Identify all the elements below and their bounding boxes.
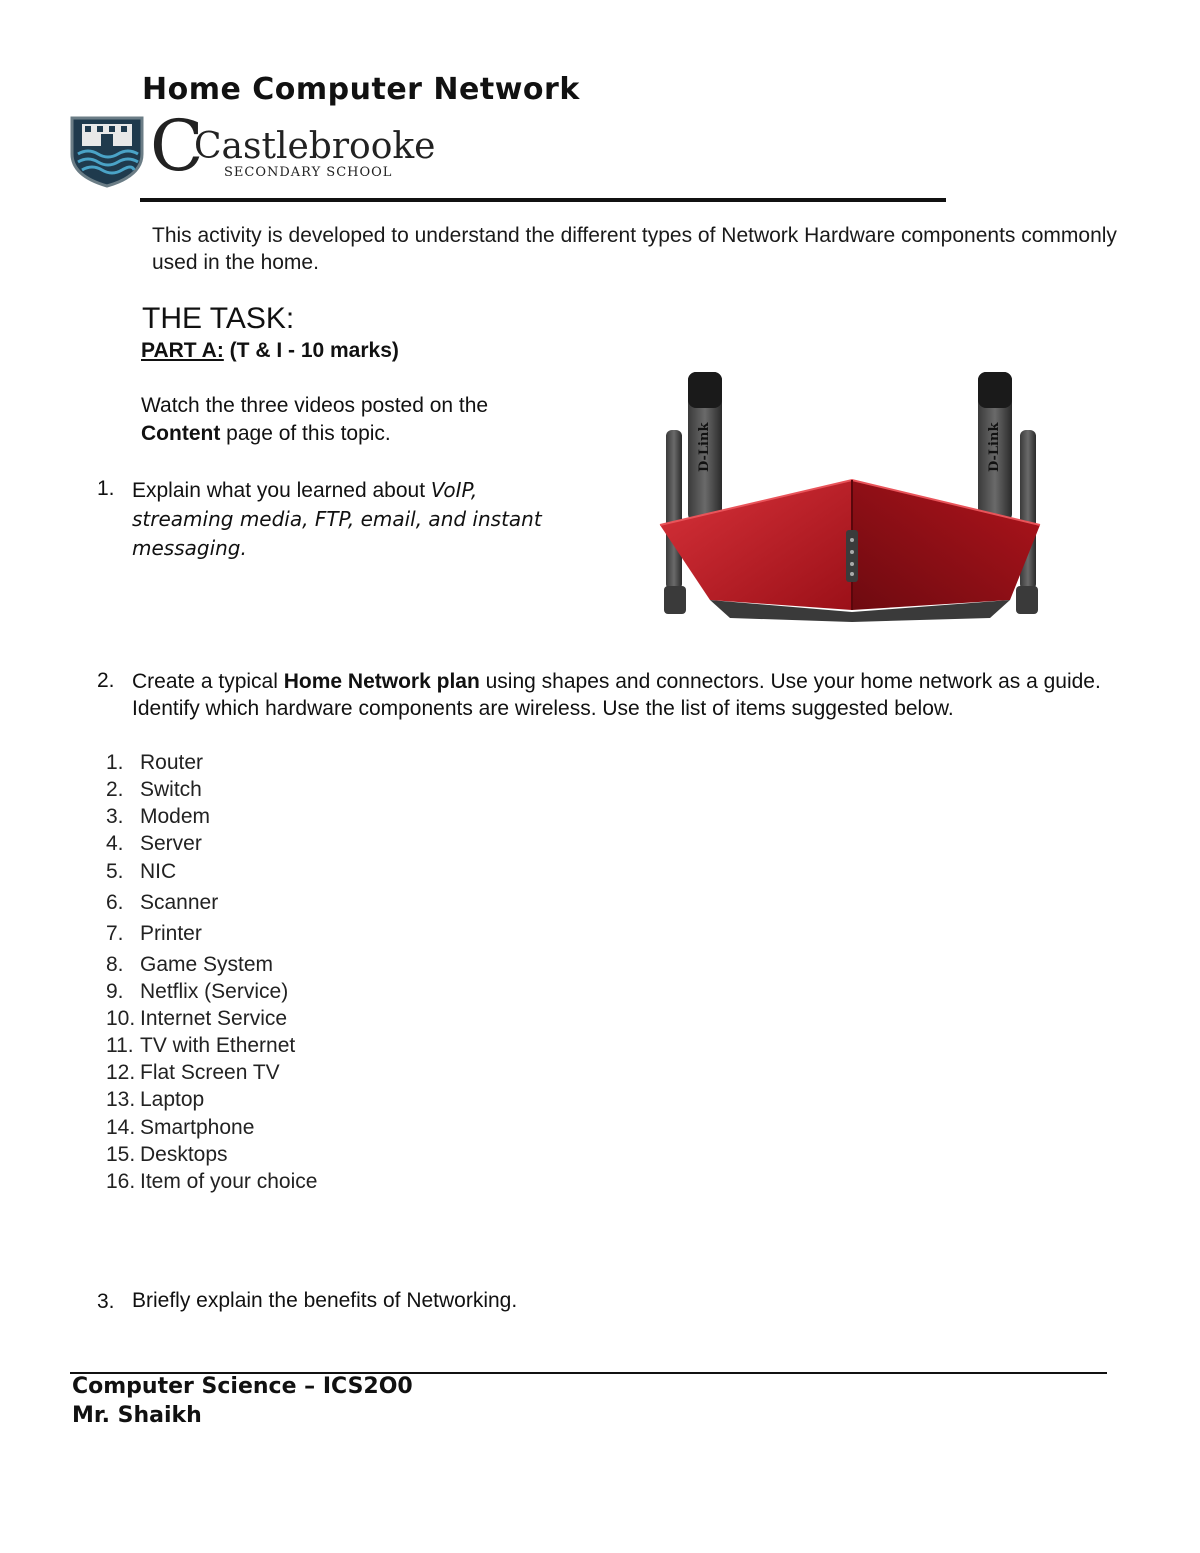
list-item-label: Netflix (Service)	[140, 980, 289, 1003]
list-item-label: Laptop	[140, 1088, 205, 1111]
logo-subtitle-text: SECONDARY SCHOOL	[224, 165, 393, 180]
list-item-label: NIC	[140, 860, 177, 883]
antenna-brand-left: D-Link	[697, 422, 712, 472]
question-2-text-start: Create a typical	[132, 670, 284, 693]
list-item-number: 15.	[106, 1143, 136, 1166]
list-item-number: 8.	[106, 953, 124, 976]
list-item	[106, 922, 202, 946]
task-heading: THE TASK:	[142, 302, 295, 335]
question-1-text	[132, 476, 552, 563]
list-item-label: Server	[140, 832, 202, 855]
question-1-topics: VoIP, streaming media, FTP, email, and instant messaging.	[132, 478, 542, 560]
list-item	[106, 751, 203, 775]
question-2-bold: Home Network plan	[283, 670, 480, 693]
list-item-number: 9.	[106, 980, 124, 1003]
question-1-prompt: Explain what you learned about	[132, 479, 431, 502]
list-item	[106, 1034, 295, 1058]
logo-wordmark-text: Castlebrooke	[194, 126, 436, 167]
list-item-number: 2.	[106, 778, 124, 801]
list-item	[106, 953, 273, 977]
list-item-number: 1.	[106, 751, 124, 774]
school-crest-icon	[68, 114, 146, 188]
footer-teacher: Mr. Shaikh	[72, 1403, 202, 1428]
list-item	[106, 980, 288, 1004]
list-item-number: 7.	[106, 922, 124, 945]
list-item	[106, 1007, 287, 1031]
watch-text-end: page of this topic.	[220, 422, 391, 445]
list-item-label: Modem	[140, 805, 211, 828]
list-item-label: Printer	[140, 922, 202, 945]
list-item-label: Flat Screen TV	[140, 1061, 280, 1084]
list-item-number: 14.	[106, 1116, 136, 1139]
question-3-text: Briefly explain the benefits of Networking.	[132, 1289, 518, 1312]
svg-text:C: C	[150, 112, 204, 184]
list-item-number: 6.	[106, 891, 124, 914]
list-item	[106, 860, 176, 884]
question-2-number: 2.	[97, 669, 115, 692]
document-title: Home Computer Network	[142, 72, 580, 107]
watch-text-start: Watch the three videos posted on the	[141, 394, 489, 417]
part-a-heading	[141, 339, 399, 363]
list-item-number: 5.	[106, 860, 124, 883]
list-item-number: 4.	[106, 832, 124, 855]
list-item	[106, 891, 218, 915]
list-item-label: Item of your choice	[140, 1170, 318, 1193]
list-item-label: Switch	[140, 778, 202, 801]
school-wordmark-logo	[150, 112, 450, 184]
list-item-label: Desktops	[140, 1143, 228, 1166]
list-item	[106, 1116, 254, 1140]
footer-course: Computer Science – ICS2O0	[72, 1374, 413, 1399]
watch-instruction	[141, 392, 561, 448]
list-item-label: TV with Ethernet	[140, 1034, 296, 1057]
list-item-label: Game System	[140, 953, 274, 976]
intro-paragraph: This activity is developed to understand the different types of Network Hardware components commonly used in the home.	[152, 224, 1117, 274]
list-item	[106, 1170, 317, 1194]
list-item-label: Internet Service	[140, 1007, 288, 1030]
list-item	[106, 778, 202, 802]
list-item-number: 12.	[106, 1061, 136, 1084]
list-item	[106, 1061, 280, 1085]
list-item	[106, 805, 210, 829]
list-item-number: 3.	[106, 805, 124, 828]
part-a-marks: (T & I - 10 marks)	[223, 339, 399, 362]
list-item-label: Router	[140, 751, 204, 774]
header-divider	[140, 198, 946, 202]
list-item-number: 16.	[106, 1170, 136, 1193]
question-2-text-end: using shapes and connectors. Use your home network as a guide. Identify which hardware components are wireless. Use the list of items suggested below.	[132, 670, 1101, 720]
list-item	[106, 1143, 228, 1167]
part-a-label: PART A:	[141, 339, 224, 362]
question-3-number: 3.	[97, 1290, 115, 1313]
router-image	[640, 360, 1060, 630]
list-item-number: 10.	[106, 1007, 136, 1030]
list-item-label: Smartphone	[140, 1116, 255, 1139]
list-item	[106, 1088, 204, 1112]
antenna-brand-right: D-Link	[987, 422, 1002, 472]
list-item	[106, 832, 202, 856]
question-1-number: 1.	[97, 477, 115, 500]
question-2-text	[132, 668, 1142, 722]
list-item-number: 11.	[106, 1034, 134, 1057]
watch-content-bold: Content	[141, 422, 221, 445]
list-item-label: Scanner	[140, 891, 219, 914]
list-item-number: 13.	[106, 1088, 136, 1111]
